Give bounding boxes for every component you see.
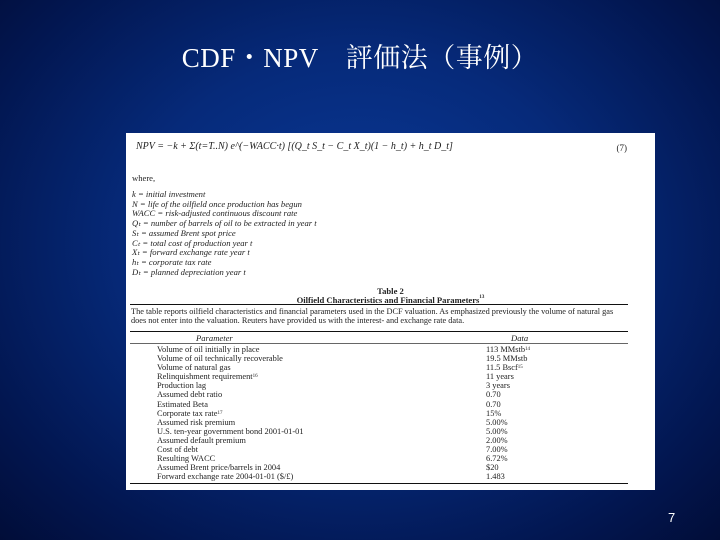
parameter-name: Volume of natural gas bbox=[157, 363, 231, 373]
footnote-marker: 17 bbox=[217, 410, 223, 416]
table-row bbox=[157, 472, 627, 481]
npv-equation: NPV = −k + Σ(t=T..N) e^(−WACC·t) [(Q_t S_t − C_t X_t)(1 − h_t) + h_t D_t] bbox=[136, 141, 453, 152]
data-value: 6.72% bbox=[486, 454, 508, 464]
data-value: 19.5 MMstb bbox=[486, 354, 528, 364]
definition-item: Qₜ = number of barrels of oil to be extracted in year t bbox=[132, 218, 317, 229]
parameter-name: Assumed debt ratio bbox=[157, 390, 223, 400]
data-cell bbox=[486, 390, 501, 399]
parameter-cell bbox=[157, 354, 486, 363]
data-cell bbox=[486, 345, 530, 354]
parameter-cell bbox=[157, 445, 486, 454]
table-row bbox=[157, 390, 627, 399]
table-row bbox=[157, 409, 627, 418]
data-value: 5.00% bbox=[486, 417, 508, 427]
divider bbox=[130, 483, 628, 484]
definition-item: WACC = risk-adjusted continuous discount rate bbox=[132, 208, 298, 219]
parameter-cell bbox=[157, 436, 486, 445]
parameter-name: Assumed Brent price/barrels in 2004 bbox=[157, 463, 281, 473]
parameter-name: Volume of oil technically recoverable bbox=[157, 354, 283, 364]
data-value: 0.70 bbox=[486, 390, 501, 400]
divider bbox=[130, 304, 628, 305]
definition-item: N = life of the oilfield once production has begun bbox=[132, 198, 302, 209]
table-title-note: 13 bbox=[479, 295, 485, 300]
column-header-data: Data bbox=[511, 333, 529, 343]
footnote-marker: 14 bbox=[525, 347, 531, 352]
parameter-cell bbox=[157, 363, 486, 372]
table-label: Table 2 bbox=[377, 286, 404, 296]
data-cell bbox=[486, 418, 508, 427]
data-value: 2.00% bbox=[486, 435, 508, 445]
parameter-cell bbox=[157, 427, 486, 436]
document-image bbox=[126, 133, 655, 490]
variable-definitions bbox=[132, 190, 317, 277]
data-cell bbox=[486, 354, 527, 363]
data-value: 1.483 bbox=[486, 472, 505, 482]
parameter-name: Estimated Beta bbox=[157, 399, 208, 409]
parameter-name: Assumed default premium bbox=[157, 435, 246, 445]
data-cell bbox=[486, 381, 510, 390]
divider bbox=[130, 343, 628, 344]
table-row bbox=[157, 354, 627, 363]
parameter-name: Assumed risk premium bbox=[157, 417, 236, 427]
footnote-marker: 16 bbox=[252, 374, 258, 380]
data-value: 11 years bbox=[486, 372, 514, 382]
page-number: 7 bbox=[668, 510, 676, 525]
parameter-table bbox=[157, 345, 627, 481]
table-row bbox=[157, 418, 627, 427]
parameter-name: Resulting WACC bbox=[157, 454, 216, 464]
table-row bbox=[157, 381, 627, 390]
equation-number: (7) bbox=[616, 143, 627, 153]
data-value: 5.00% bbox=[486, 426, 508, 436]
parameter-name: Relinquishment requirement bbox=[157, 372, 253, 382]
table-row bbox=[157, 445, 627, 454]
definition-item: Dₜ = planned depreciation year t bbox=[132, 266, 246, 277]
table-row bbox=[157, 345, 627, 354]
parameter-name: Production lag bbox=[157, 381, 207, 391]
definition-item: k = initial investment bbox=[132, 189, 206, 199]
divider bbox=[130, 331, 628, 332]
data-value: 15% bbox=[486, 408, 502, 418]
parameter-name: Corporate tax rate bbox=[157, 408, 218, 418]
parameter-name: U.S. ten-year government bond 2001-01-01 bbox=[157, 426, 304, 436]
table-row bbox=[157, 400, 627, 409]
data-cell bbox=[486, 472, 505, 481]
parameter-cell bbox=[157, 390, 486, 399]
data-cell bbox=[486, 409, 501, 418]
table-row bbox=[157, 436, 627, 445]
parameter-cell bbox=[157, 463, 486, 472]
data-cell bbox=[486, 363, 523, 372]
parameter-cell bbox=[157, 372, 486, 381]
parameter-name: Volume of oil initially in place bbox=[157, 345, 260, 354]
data-cell bbox=[486, 436, 508, 445]
footnote-marker: 15 bbox=[517, 365, 523, 371]
data-value: 7.00% bbox=[486, 445, 508, 455]
parameter-name: Cost of debt bbox=[157, 445, 198, 455]
table-row bbox=[157, 463, 627, 472]
data-cell bbox=[486, 454, 508, 463]
definition-item: Cₜ = total cost of production year t bbox=[132, 237, 253, 248]
data-cell bbox=[486, 445, 508, 454]
slide-title: CDF・NPV 評価法（事例） bbox=[181, 43, 539, 73]
data-cell bbox=[486, 427, 508, 436]
data-value: 11.5 Bscf bbox=[486, 363, 518, 373]
parameter-cell bbox=[157, 381, 486, 390]
definition-item: Sₜ = assumed Brent spot price bbox=[132, 227, 236, 238]
definition-item: hₜ = corporate tax rate bbox=[132, 256, 212, 267]
parameter-cell bbox=[157, 345, 486, 354]
table-title-text: Oilfield Characteristics and Financial Parameters bbox=[296, 295, 480, 305]
parameter-cell bbox=[157, 400, 486, 409]
parameter-cell bbox=[157, 409, 486, 418]
data-value: 113 MMstb bbox=[486, 345, 526, 354]
data-value: 0.70 bbox=[486, 399, 501, 409]
parameter-name: Forward exchange rate 2004-01-01 ($/£) bbox=[157, 472, 294, 482]
parameter-cell bbox=[157, 418, 486, 427]
parameter-cell bbox=[157, 472, 486, 481]
parameter-cell bbox=[157, 454, 486, 463]
data-cell bbox=[486, 463, 499, 472]
definition-item: Xₜ = forward exchange rate year t bbox=[132, 247, 250, 258]
table-row bbox=[157, 427, 627, 436]
table-row bbox=[157, 372, 627, 381]
column-header-parameter: Parameter bbox=[196, 333, 233, 343]
table-row bbox=[157, 454, 627, 463]
data-value: $20 bbox=[486, 463, 499, 473]
table-description: The table reports oilfield characteristics and financial parameters used in the DCF valuation. As emphasized previously the volume of natural gas does not enter into the valuation. Reuters have provided us with the interest- and exchange rate data. bbox=[131, 307, 614, 325]
data-cell bbox=[486, 372, 514, 381]
data-value: 3 years bbox=[486, 381, 510, 391]
table-row bbox=[157, 363, 627, 372]
where-label: where, bbox=[132, 173, 156, 183]
data-cell bbox=[486, 400, 501, 409]
